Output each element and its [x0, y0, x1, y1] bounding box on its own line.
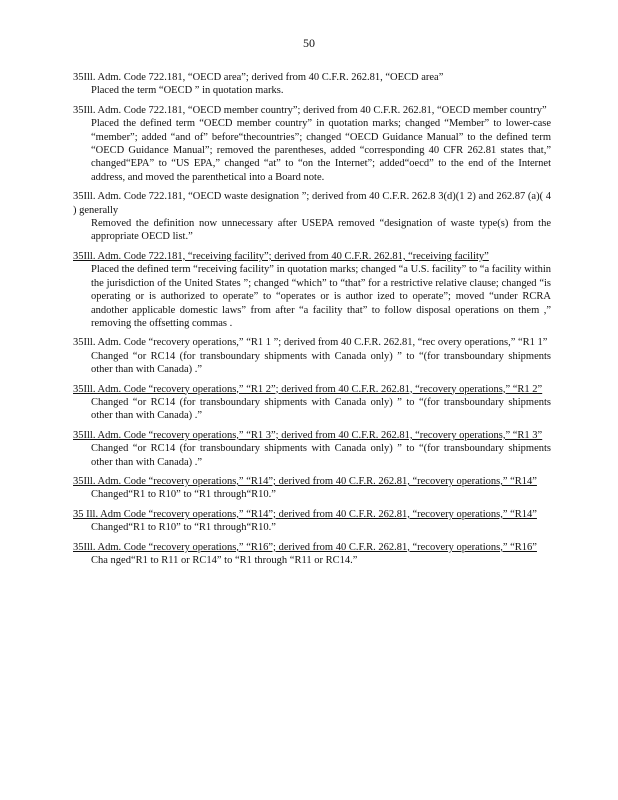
entry-recovery-r14 [73, 475, 551, 502]
entry-body: Changed“R1 to R10” to “R1 through“R10.” [91, 489, 276, 501]
entry-heading: 35Ill. Adm. Code 722.181, “OECD member country”; derived from 40 C.F.R. 262.81, “OECD member country” [73, 104, 547, 116]
entry-body: Placed the defined term “receiving facility” in quotation marks; changed “a U.S. facility” to “a facility within the jurisdiction of the United States ”; changed “which” to “that” for a restrictive relative clause; changed “is operating or is authorized to operate” to “operates or is author ized to operate”; moved “under RCRA andother applicable domestic laws” from after “a facility that” to follow disposal operations on them ,” removing the offsetting commas . [91, 264, 551, 329]
entry-heading: 35Ill. Adm. Code 722.181, “OECD waste designation ”; derived from 40 C.F.R. 262.8 3(d)(1 2) and 262.87 (a)( 4 ) generally [73, 191, 551, 216]
entry-recovery-r14-repeat [73, 508, 551, 535]
entry-heading: 35Ill. Adm. Code “recovery operations,” “R14”; derived from 40 C.F.R. 262.81, “recovery operations,” “R14” [73, 475, 537, 487]
entry-body: Changed “or RC14 (for transboundary shipments with Canada only) ” to “(for transboundary shipments other than with Canada) .” [91, 350, 551, 376]
entry-heading: 35Ill. Adm. Code 722.181, “receiving facility”; derived from 40 C.F.R. 262.81, “receiving facility” [73, 250, 489, 262]
entry-body: Removed the definition now unnecessary after USEPA removed “designation of waste type(s) from the appropriate OECD list.” [91, 218, 551, 243]
page-number: 50 [303, 36, 315, 50]
entry-heading: 35Ill. Adm. Code “recovery operations,” “R1 2”; derived from 40 C.F.R. 262.81, “recovery operations,” “R1 2” [73, 383, 543, 395]
amendment-list [73, 71, 551, 573]
entry-oecd-waste-designation [73, 190, 551, 244]
entry-recovery-r12 [73, 383, 551, 423]
entry-heading: 35Ill. Adm. Code “recovery operations,” “R1 3”; derived from 40 C.F.R. 262.81, “recovery operations,” “R1 3” [73, 429, 543, 441]
entry-body: Cha nged“R1 to R11 or RC14” to “R1 through “R11 or RC14.” [91, 555, 358, 566]
entry-body: Placed the term “OECD ” in quotation marks. [91, 85, 284, 97]
entry-recovery-r13 [73, 429, 551, 469]
entry-heading: 35Ill. Adm. Code “recovery operations,” “R16”; derived from 40 C.F.R. 262.81, “recovery operations,” “R16” [73, 541, 537, 553]
entry-body: Changed“R1 to R10” to “R1 through“R10.” [91, 522, 276, 534]
entry-oecd-member-country [73, 104, 551, 184]
entry-body: Changed “or RC14 (for transboundary shipments with Canada only) ” to “(for transboundary shipments other than with Canada) .” [91, 396, 551, 422]
entry-body: Changed “or RC14 (for transboundary shipments with Canada only) ” to “(for transboundary shipments other than with Canada) .” [91, 443, 551, 468]
entry-heading: 35 Ill. Adm Code “recovery operations,” “R14”; derived from 40 C.F.R. 262.81, “recovery operations,” “R14” [73, 508, 537, 520]
entry-heading: 35Ill. Adm. Code “recovery operations,” “R1 1 ”; derived from 40 C.F.R. 262.81, “rec overy operations,” “R1 1” [73, 337, 548, 349]
entry-heading: 35Ill. Adm. Code 722.181, “OECD area”; derived from 40 C.F.R. 262.81, “OECD area” [73, 72, 444, 83]
entry-oecd-area [73, 71, 551, 98]
entry-recovery-r16 [73, 541, 551, 568]
entry-receiving-facility [73, 250, 551, 330]
entry-body: Placed the defined term “OECD member country” in quotation marks; changed “Member” to lower-case “member”; added “and of” before“thecountries”; changed “OECD Guidance Manual” to the defined term “OECD Guidance Manual”; removed the parentheses, added “corresponding 40 CFR 262.81 states that,” changed“EPA” to “US EPA,” changed “at” to “on the Internet”; added“oecd” to the end of the Internet address, and moved the parenthetical into a Board note. [91, 118, 551, 183]
entry-recovery-r11 [73, 336, 551, 376]
